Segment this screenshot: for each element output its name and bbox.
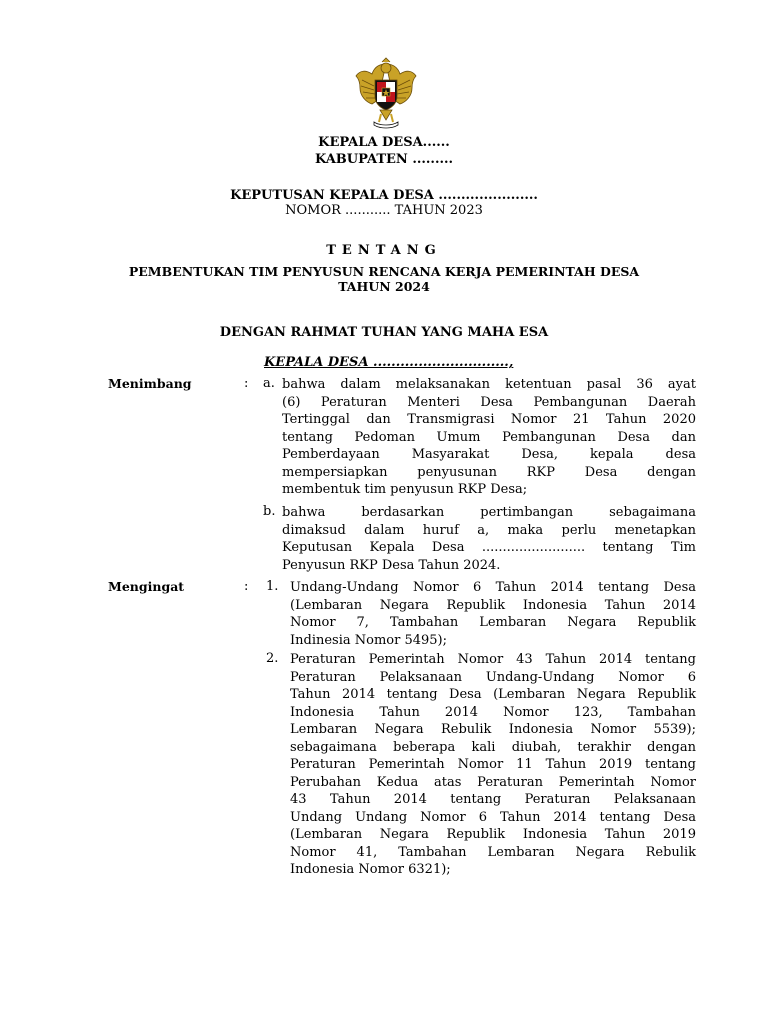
text-line: Undang-Undang Nomor 6 Tahun 2014 tentang Desa — [290, 580, 696, 595]
text-line: (Lembaran Negara Republik Indonesia Tahun 2014 — [290, 597, 696, 613]
garuda-emblem-icon — [348, 56, 424, 132]
text-line: (6) Peraturan Menteri Desa Pembangunan Daerah — [282, 394, 696, 410]
text-line: Tahun 2014 tentang Desa (Lembaran Negara Republik — [290, 687, 696, 702]
menimbang-a-marker: a. — [263, 376, 275, 391]
text-line: Peraturan Pemerintah Nomor 43 Tahun 2014 tentang — [290, 652, 696, 667]
text-line: bahwa berdasarkan pertimbangan sebagaimana — [282, 505, 696, 520]
text-line: bahwa dalam melaksanakan ketentuan pasal 36 ayat — [282, 377, 696, 392]
text-line: Nomor 41, Tambahan Lembaran Negara Rebulik — [290, 844, 696, 860]
text-line: Keputusan Kepala Desa ......................... tentang Tim — [282, 540, 696, 555]
menimbang-a-text — [282, 376, 696, 499]
text-line: Peraturan Pemerintah Nomor 11 Tahun 2019 tentang — [290, 757, 696, 772]
subject-line-2: TAHUN 2024 — [338, 279, 430, 294]
text-line: 43 Tahun 2014 tentang Peraturan Pelaksanaan — [290, 792, 696, 807]
mengingat-2-text — [290, 651, 696, 879]
mengingat-2-marker: 2. — [266, 651, 279, 666]
mengingat-1-text — [290, 579, 696, 649]
text-line: tentang Pedoman Umum Pembangunan Desa dan — [282, 429, 696, 445]
blessing-line: DENGAN RAHMAT TUHAN YANG MAHA ESA — [219, 325, 549, 340]
text-line: Indonesia Nomor 6321); — [290, 862, 451, 877]
text-line: sebagaimana beberapa kali diubah, terakhir dengan — [290, 739, 696, 755]
menimbang-colon: : — [244, 376, 249, 391]
text-line: mempersiapkan penyusunan RKP Desa dengan — [282, 464, 696, 480]
text-line: Indonesia Tahun 2014 Nomor 123, Tambahan — [290, 704, 696, 720]
village-head-header: KEPALA DESA...... — [318, 135, 450, 150]
menimbang-b-text — [282, 504, 696, 574]
issuer-line: KEPALA DESA .............................., — [264, 355, 514, 370]
menimbang-label: Menimbang — [108, 376, 192, 391]
subject-line-1: PEMBENTUKAN TIM PENYUSUN RENCANA KERJA PEMERINTAH DESA — [128, 264, 640, 279]
text-line: Lembaran Negara Rebulik Indonesia Nomor 5539); — [290, 722, 696, 737]
text-line: Undang Undang Nomor 6 Tahun 2014 tentang Desa — [290, 809, 696, 825]
menimbang-b-marker: b. — [263, 504, 276, 519]
text-line: (Lembaran Negara Republik Indonesia Tahun 2019 — [290, 827, 696, 842]
mengingat-1-marker: 1. — [266, 579, 279, 594]
text-line: membentuk tim penyusun RKP Desa; — [282, 482, 528, 497]
regency-header: KABUPATEN ......... — [314, 152, 454, 167]
text-line: Tertinggal dan Transmigrasi Nomor 21 Tahun 2020 — [282, 412, 696, 427]
mengingat-label: Mengingat — [108, 579, 185, 594]
text-line: Indinesia Nomor 5495); — [290, 632, 448, 648]
text-line: Nomor 7, Tambahan Lembaran Negara Republik — [290, 615, 696, 630]
text-line: Pemberdayaan Masyarakat Desa, kepala desa — [282, 447, 696, 462]
text-line: dimaksud dalam huruf a, maka perlu menetapkan — [282, 522, 696, 538]
text-line: Perubahan Kedua atas Peraturan Pemerintah Nomor — [290, 774, 696, 790]
text-line: Penyusun RKP Desa Tahun 2024. — [282, 557, 501, 573]
decree-number: NOMOR ........... TAHUN 2023 — [285, 203, 483, 218]
text-line: Peraturan Pelaksanaan Undang-Undang Nomor 6 — [290, 669, 696, 685]
mengingat-colon: : — [244, 579, 249, 594]
tentang-heading: TENTANG — [326, 243, 442, 258]
decree-title: KEPUTUSAN KEPALA DESA ...................... — [230, 188, 538, 203]
